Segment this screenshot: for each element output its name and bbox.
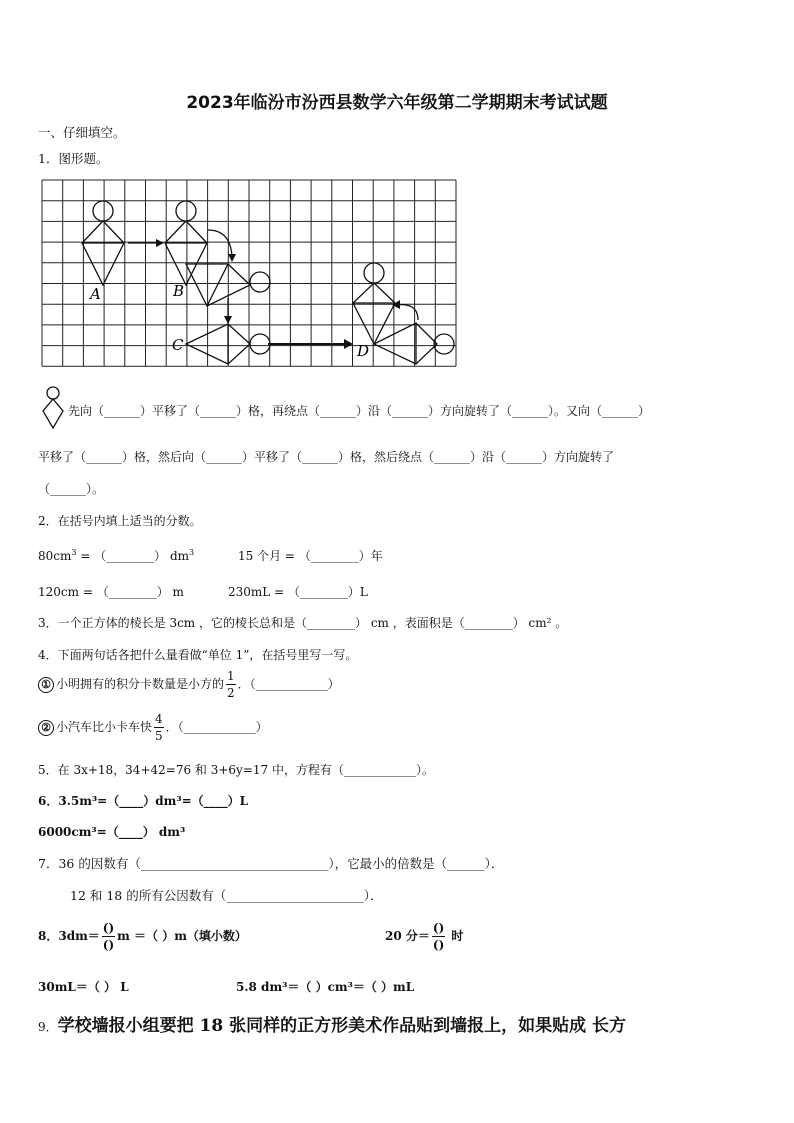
- q4-item-2: ② 小汽车比小卡车快 $\frac{4}{5}$ ．（____________）: [38, 713, 268, 742]
- q1-line-1: 先向（______）平移了（______）格，再绕点（______）沿（______）方向旋转了（______）。又向（______）: [68, 404, 651, 418]
- shape-b-body: [165, 221, 207, 285]
- question-8-c: 30mL＝（ ） L: [38, 980, 129, 994]
- shape-d-head: [364, 263, 384, 283]
- kite-shape-icon: [40, 386, 66, 430]
- label-c: C: [172, 336, 184, 354]
- question-7-b: 12 和 18 的所有公因数有（______________________）．: [70, 888, 383, 903]
- q4-item-1: ① 小明拥有的积分卡数量是小方的 $\frac{1}{2}$ ．（____________）: [38, 670, 340, 699]
- label-a: A: [90, 285, 101, 303]
- page-title: 2023年临汾市汾西县数学六年级第二学期期末考试试题: [186, 93, 608, 113]
- question-3: 3．一个正方体的棱长是 3cm ，它的棱长总和是（________） cm ，表面积是（________） cm² 。: [38, 616, 568, 630]
- question-8-d: 5.8 dm³＝（ ）cm³＝（ ）mL: [236, 980, 415, 994]
- question-6-b: 6000cm³=（____） dm³: [38, 825, 186, 839]
- q2-item-c: 120cm = （________） m: [38, 585, 184, 599]
- q2-item-d: 230mL = （________）L: [228, 585, 368, 599]
- q1-line-3: （______）。: [38, 482, 105, 496]
- question-7-a: 7．36 的因数有（______________________________），它最小的倍数是（______）．: [38, 856, 504, 871]
- shape-a-body: [82, 221, 124, 285]
- section-heading: 一、仔细填空。: [38, 125, 126, 140]
- shape-a-head: [93, 201, 113, 221]
- question-1-label: 1．图形题。: [38, 151, 109, 166]
- shape-c-body: [186, 324, 250, 364]
- q1-line-2: 平移了（______）格，然后向（______）平移了（______）格，然后绕点（______）沿（______）方向旋转了: [38, 450, 615, 464]
- question-8-a: 8．3dm＝ $\frac{()}{()}$ m ＝（ ）m（填小数）: [38, 921, 247, 952]
- label-b: B: [173, 282, 185, 300]
- shape-b-head: [176, 201, 196, 221]
- transformation-grid-figure: [40, 178, 460, 368]
- q2-item-a: $80cm^3$ = （________） $dm^3$: [38, 548, 195, 563]
- question-5: 5．在 3x+18，34+42=76 和 3+6y=17 中，方程有（____________）。: [38, 763, 434, 777]
- question-4-label: 4．下面两句话各把什么量看做“单位 1”，在括号里写一写。: [38, 648, 358, 662]
- question-6-a: 6．3.5m³=（____）dm³=（____）L: [38, 794, 249, 808]
- question-8-b: 20 分＝ $\frac{()}{()}$ 时: [385, 921, 464, 952]
- shape-d-body: [353, 283, 395, 344]
- q2-item-b: 15 个月 = （________）年: [238, 549, 383, 563]
- question-9: 9．学校墙报小组要把 18 张同样的正方形美术作品贴到墙报上，如果贴成 长方: [38, 1016, 627, 1036]
- label-d: D: [357, 342, 370, 360]
- question-2-label: 2．在括号内填上适当的分数。: [38, 514, 202, 528]
